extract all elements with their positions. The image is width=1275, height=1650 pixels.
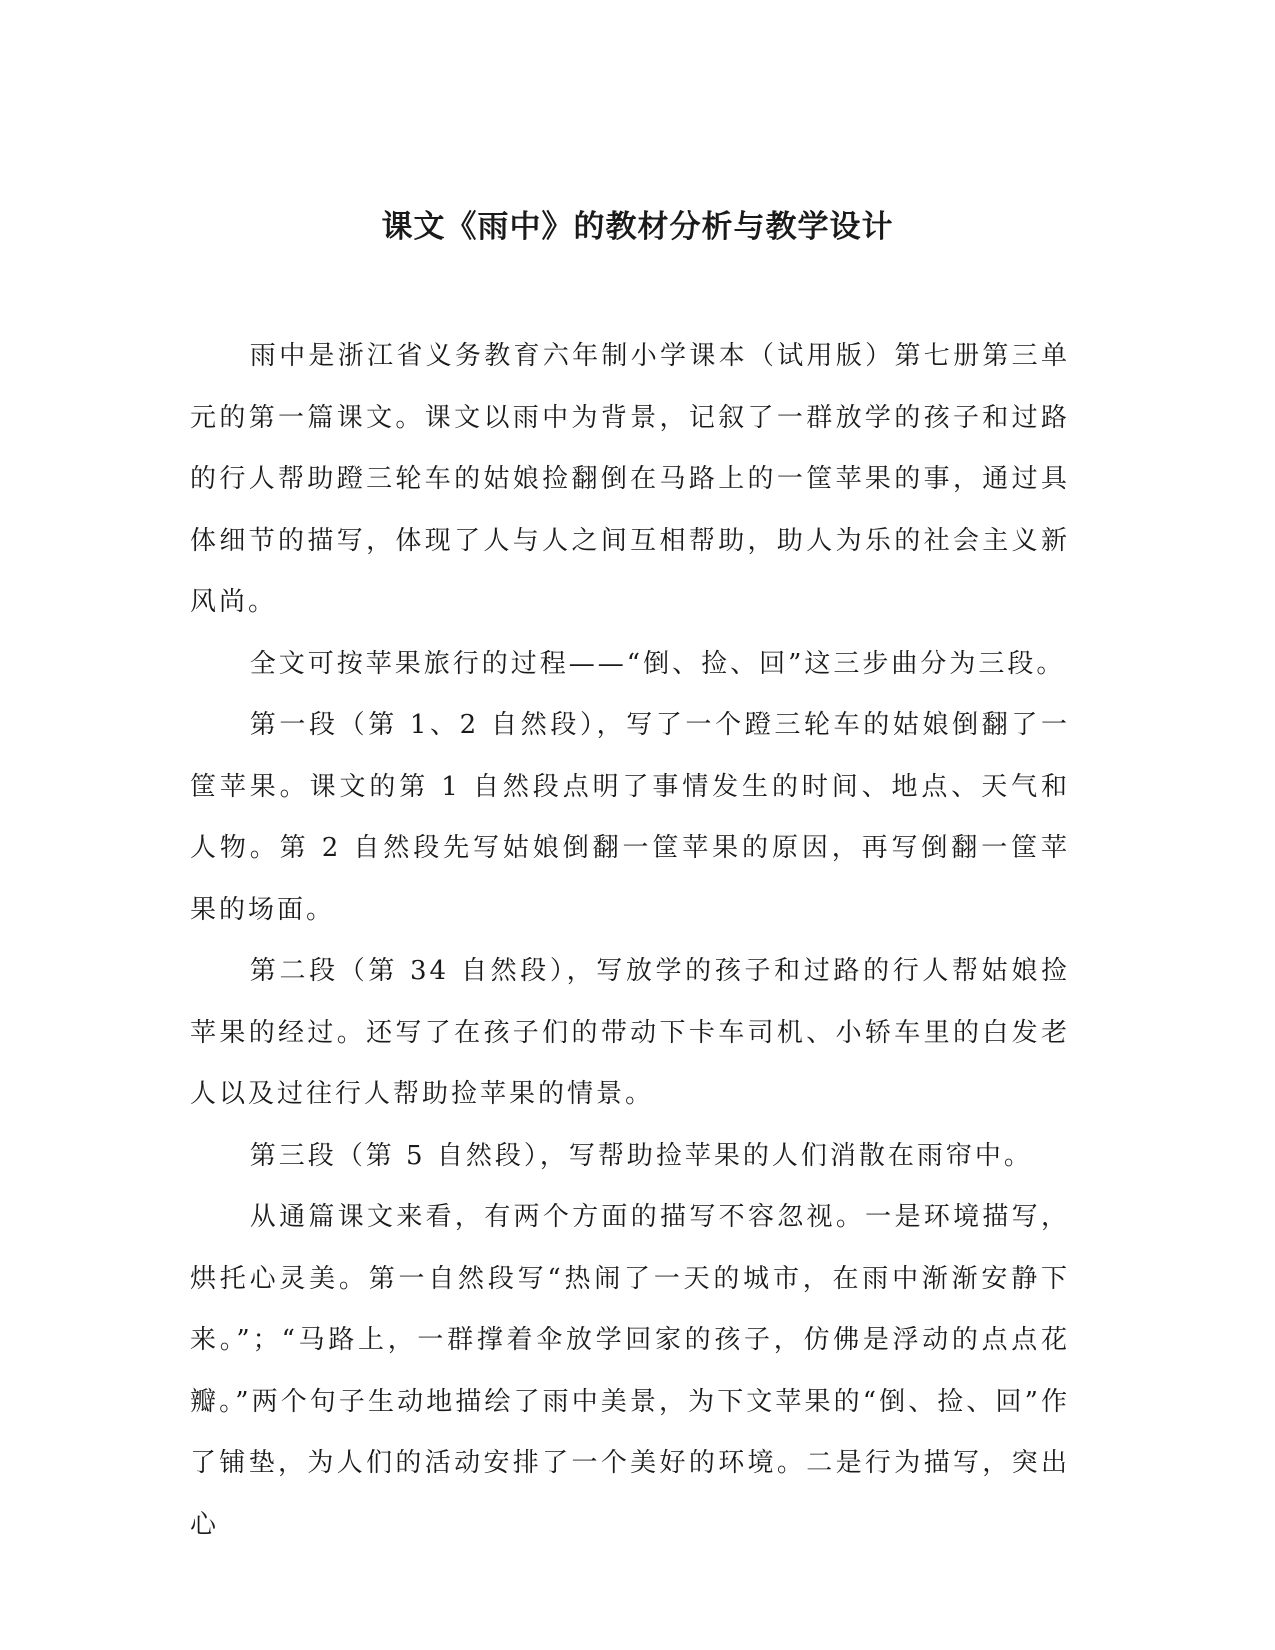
- document-body: [190, 326, 1070, 1556]
- paragraph-section-1: 第一段（第 1、2 自然段），写了一个蹬三轮车的姑娘倒翻了一筐苹果。课文的第 1 自然段点明了事情发生的时间、地点、天气和人物。第 2 自然段先写姑娘倒翻一筐苹果的原因，再写倒翻一筐苹果的场面。: [190, 710, 1070, 925]
- paragraph-intro: 雨中是浙江省义务教育六年制小学课本（试用版）第七册第三单元的第一篇课文。课文以雨中为背景，记叙了一群放学的孩子和过路的行人帮助蹬三轮车的姑娘捡翻倒在马路上的一筐苹果的事，通过具体细节的描写，体现了人与人之间互相帮助，助人为乐的社会主义新风尚。: [190, 341, 1070, 617]
- paragraph-analysis: 从通篇课文来看，有两个方面的描写不容忽视。一是环境描写，烘托心灵美。第一自然段写“热闹了一天的城市，在雨中渐渐安静下来。”；“马路上，一群撑着伞放学回家的孩子，仿佛是浮动的点点花瓣。”两个句子生动地描绘了雨中美景，为下文苹果的“倒、捡、回”作了铺垫，为人们的活动安排了一个美好的环境。二是行为描写，突出心: [190, 1202, 1070, 1540]
- paragraph-structure: 全文可按苹果旅行的过程——“倒、捡、回”这三步曲分为三段。: [249, 648, 1066, 679]
- paragraph-section-3: 第三段（第 5 自然段），写帮助捡苹果的人们消散在雨帘中。: [249, 1140, 1033, 1171]
- paragraph-section-2: 第二段（第 34 自然段），写放学的孩子和过路的行人帮姑娘捡苹果的经过。还写了在孩子们的带动下卡车司机、小轿车里的白发老人以及过往行人帮助捡苹果的情景。: [190, 956, 1070, 1109]
- document-title: 课文《雨中》的教材分析与教学设计: [381, 209, 894, 245]
